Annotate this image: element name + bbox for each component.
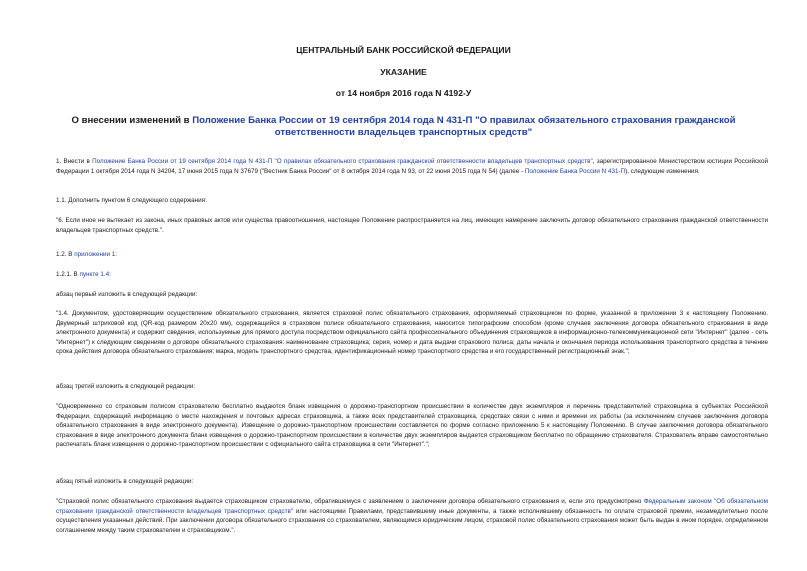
title-link-polozhenie-431p[interactable]: Положение Банка России от 19 сентября 2014 года N 431-П "О правилах обязательного страхования гражданской ответственности владельцев транспортных средств" bbox=[192, 115, 736, 138]
p1-link-polozhenie[interactable]: Положение Банка России от 19 сентября 2014 года N 431-П "О правилах обязательного страхования гражданской ответственности владельцев транспортных средств" bbox=[92, 158, 593, 165]
p1-2-prefix: 1.2. В bbox=[56, 251, 75, 258]
title-prefix: О внесении изменений в bbox=[71, 115, 193, 126]
paragraph-1-1: 1.1. Дополнить пунктом 6 следующего содержания: bbox=[56, 197, 207, 204]
paragraph-polis-quote bbox=[56, 497, 768, 535]
link-prilozhenie-1[interactable]: приложении 1 bbox=[74, 251, 116, 258]
paragraph-abzac-5: абзац пятый изложить в следующей редакции: bbox=[56, 478, 194, 485]
paragraph-abzac-3: абзац третий изложить в следующей редакции: bbox=[56, 383, 196, 390]
p1-mid: , зарегистрированное Министерством юстиции Российской Федерации 1 октября 2014 года N 34204, 17 июня 2015 года N 37679 ("Вестник Банка России" от 8 октября 2014 года N 93, от 22 июня 2015 года N 54) (далее - bbox=[56, 158, 768, 175]
paragraph-1-2 bbox=[56, 250, 768, 260]
link-punkt-1-4[interactable]: пункте 1.4 bbox=[79, 271, 110, 278]
paragraph-1-4-quote: "1.4. Документом, удостоверяющим осуществление обязательного страхования, является страховой полис обязательного страхования, оформляемый страховщиком по форме, указанной в приложении 3 к настоящему Положению. Двумерный штриховой код (QR-код размером 20x20 мм), содержащийся в страховом полисе обязательного страхования, наносится типографским способом (кроме случаев заключения договора обязательного страхования в виде электронного документа) и содержит сведения, используемые для прямого доступа посредством официального сайта профессионального объединения страховщиков в информационно-телекоммуникационной сети "Интернет" (далее - сеть "Интернет") к следующим сведениям о договоре обязательного страхования: наименование страховщика; серия, номер и дата выдачи страхового полиса; даты начала и окончания периода использования транспортного средства в течение срока действия договора обязательного страхования; марка, модель транспортного средства, идентификационный номер транспортного средства и его государственный регистрационный знак."; bbox=[56, 310, 768, 356]
p1-2-1-suffix: : bbox=[109, 271, 111, 278]
p1-link-polozhenie-short[interactable]: Положение Банка России N 431-П bbox=[524, 167, 626, 175]
paragraph-1 bbox=[56, 157, 768, 176]
doc-type-heading: УКАЗАНИЕ bbox=[380, 67, 427, 77]
org-heading: ЦЕНТРАЛЬНЫЙ БАНК РОССИЙСКОЙ ФЕДЕРАЦИИ bbox=[296, 45, 511, 55]
polis-prefix: "Страховой полис обязательного страхования выдается страховщиком страхователю, обратившемуся с заявлением о заключении договора обязательного страхования и, если это предусмотрено bbox=[56, 498, 644, 505]
polis-suffix: или настоящими Правилами, представившему иные документы, а также исполнившему обязанность по оплате страховой премии, незамедлительно после осуществления указанных действий. При заключении договора обязательного страхования со страхователем, являющимся юридическим лицом, страховой полис обязательного страхования может быть выдан в ином порядке, определенном соглашением между таким страхователем и страховщиком.". bbox=[56, 507, 768, 534]
paragraph-odnovremenno-quote: "Одновременно со страховым полисом страхователю бесплатно выдаются бланк извещения о дорожно-транспортном происшествии в количестве двух экземпляров и перечень представителей страховщика в субъектах Российской Федерации, содержащий информацию о месте нахождения и почтовых адресах страховщика, а также всех представителей страховщика, средствах связи с ними и времени их работы (за исключением случаев заключения договора обязательного страхования в виде электронного документа). Извещение о дорожно-транспортном происшествии составляется по форме согласно приложению 5 к настоящему Положению. В случае заключения договора обязательного страхования в виде электронного документа бланк извещения о дорожно-транспортном происшествии в количестве двух экземпляров выдается страховщиком бесплатно по обращению страхователя. Страхователь вправе самостоятельно распечатать бланк извещения о дорожно-транспортном происшествии с официального сайта страховщика в сети "Интернет"."; bbox=[56, 403, 768, 449]
link-federal-law-osago[interactable]: Федеральным законом "Об обязательном страховании гражданской ответственности владельцев транспортных средств" bbox=[56, 498, 768, 515]
paragraph-1-2-1 bbox=[56, 270, 768, 280]
paragraph-abzac-1: абзац первый изложить в следующей редакции: bbox=[56, 291, 198, 298]
document-title bbox=[40, 115, 767, 139]
p1-2-suffix: : bbox=[115, 251, 118, 258]
p1-prefix: 1. Внести в bbox=[56, 158, 93, 165]
p1-suffix: ), следующие изменения. bbox=[625, 167, 700, 175]
paragraph-6-quote: "6. Если иное не вытекает из закона, иных правовых актов или существа правоотношения, настоящее Положение распространяется на лиц, имеющих намерение заключить договор обязательного страхования гражданской ответственности владельцев транспортных средств.". bbox=[56, 217, 768, 234]
date-number-heading: от 14 ноября 2016 года N 4192-У bbox=[335, 88, 472, 98]
p1-2-1-prefix: 1.2.1. В bbox=[56, 271, 80, 278]
